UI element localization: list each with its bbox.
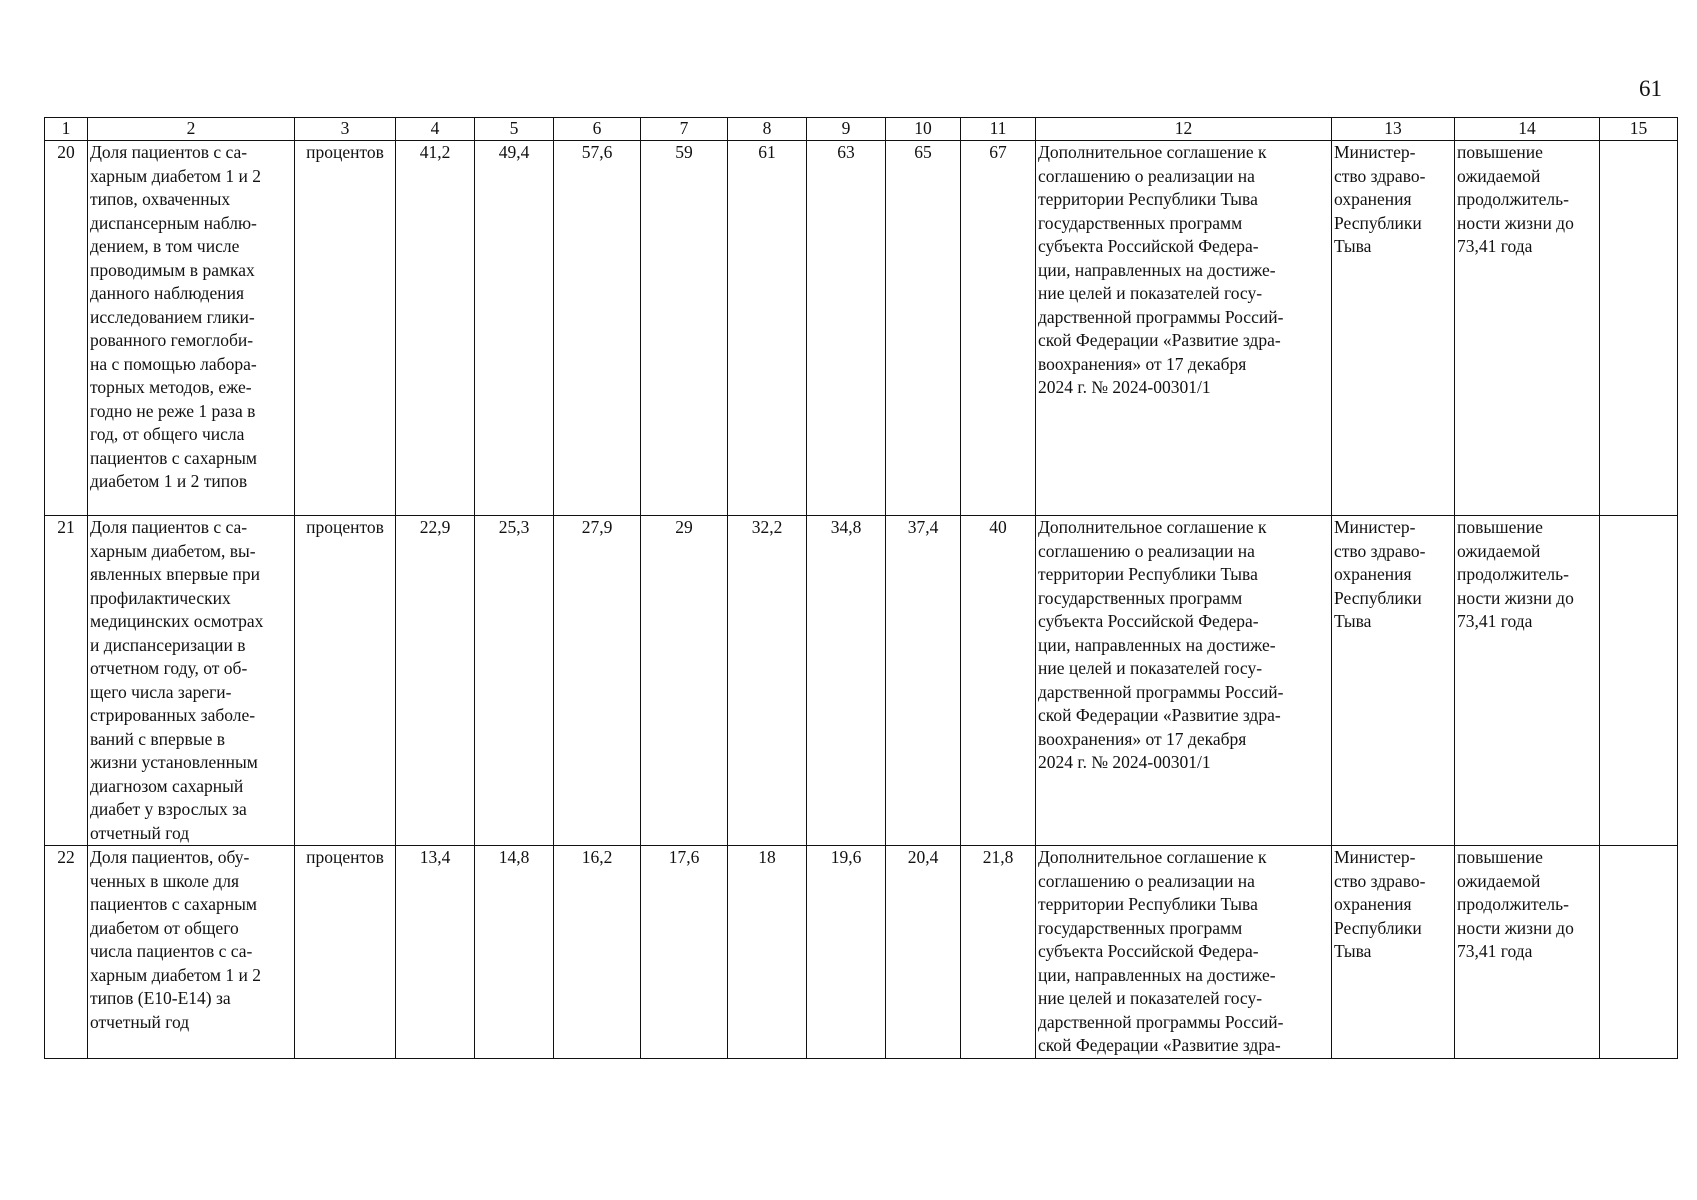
expected-effect: повышение ожидаемой продолжитель- ности жизни до 73,41 года (1455, 846, 1600, 1059)
basis-document: Дополнительное соглашение к соглашению о реализации на территории Республики Тыва государственных программ субъекта Российской Федера- ции, направленных на достиже- ние целей и показателей госу- дарственной программы Россий- ской Федерации «Развитие здра- воохранения» от 17 декабря 2024 г. № 2024-00301/1 (1036, 516, 1332, 846)
header-cell-5: 5 (475, 118, 554, 141)
header-cell-13: 13 (1332, 118, 1455, 141)
header-cell-2: 2 (88, 118, 295, 141)
row-number: 20 (45, 141, 88, 516)
value-col-11: 21,8 (961, 846, 1036, 1059)
value-col-8: 61 (728, 141, 807, 516)
row-number: 21 (45, 516, 88, 846)
page-number: 61 (1639, 76, 1662, 101)
value-col-9: 19,6 (807, 846, 886, 1059)
header-cell-15: 15 (1600, 118, 1678, 141)
basis-document: Дополнительное соглашение к соглашению о реализации на территории Республики Тыва государственных программ субъекта Российской Федера- ции, направленных на достиже- ние целей и показателей госу- дарственной программы Россий- ской Федерации «Развитие здра- (1036, 846, 1332, 1059)
table-row (45, 516, 1678, 846)
header-cell-1: 1 (45, 118, 88, 141)
header-cell-10: 10 (886, 118, 961, 141)
value-col-10: 37,4 (886, 516, 961, 846)
table-row (45, 141, 1678, 516)
indicator-name: Доля пациентов с са- харным диабетом 1 и 2 типов, охваченных диспансерным наблю- дением, в том числе проводимым в рамках данного наблюдения исследованием глики- рованного гемоглоби- на с помощью лабора- торных методов, еже- годно не реже 1 раза в год, от общего числа пациентов с сахарным диабетом 1 и 2 типов (88, 141, 295, 516)
value-col-10: 20,4 (886, 846, 961, 1059)
row-number: 22 (45, 846, 88, 1059)
header-cell-3: 3 (295, 118, 396, 141)
value-col-4: 13,4 (396, 846, 475, 1059)
unit-of-measure: процентов (295, 516, 396, 846)
empty-col-15 (1600, 516, 1678, 846)
value-col-7: 59 (641, 141, 728, 516)
value-col-7: 29 (641, 516, 728, 846)
responsible-body: Министер- ство здраво- охранения Республики Тыва (1332, 516, 1455, 846)
value-col-9: 63 (807, 141, 886, 516)
indicators-table (44, 117, 1678, 1059)
value-col-11: 40 (961, 516, 1036, 846)
value-col-5: 14,8 (475, 846, 554, 1059)
empty-col-15 (1600, 846, 1678, 1059)
indicator-name: Доля пациентов, обу- ченных в школе для пациентов с сахарным диабетом от общего числа пациентов с са- харным диабетом 1 и 2 типов (Е10-Е14) за отчетный год (88, 846, 295, 1059)
expected-effect: повышение ожидаемой продолжитель- ности жизни до 73,41 года (1455, 141, 1600, 516)
header-cell-12: 12 (1036, 118, 1332, 141)
value-col-5: 49,4 (475, 141, 554, 516)
header-cell-7: 7 (641, 118, 728, 141)
empty-col-15 (1600, 141, 1678, 516)
value-col-4: 41,2 (396, 141, 475, 516)
value-col-4: 22,9 (396, 516, 475, 846)
value-col-10: 65 (886, 141, 961, 516)
value-col-5: 25,3 (475, 516, 554, 846)
header-row (45, 118, 1678, 141)
value-col-8: 18 (728, 846, 807, 1059)
expected-effect: повышение ожидаемой продолжитель- ности жизни до 73,41 года (1455, 516, 1600, 846)
responsible-body: Министер- ство здраво- охранения Республики Тыва (1332, 846, 1455, 1059)
value-col-6: 27,9 (554, 516, 641, 846)
indicator-name: Доля пациентов с са- харным диабетом, вы- явленных впервые при профилактических медицинских осмотрах и диспансеризации в отчетном году, от об- щего числа зареги- стрированных заболе- ваний с впервые в жизни установленным диагнозом сахарный диабет у взрослых за отчетный год (88, 516, 295, 846)
header-cell-11: 11 (961, 118, 1036, 141)
value-col-6: 16,2 (554, 846, 641, 1059)
table-row (45, 846, 1678, 1059)
value-col-6: 57,6 (554, 141, 641, 516)
basis-document: Дополнительное соглашение к соглашению о реализации на территории Республики Тыва государственных программ субъекта Российской Федера- ции, направленных на достиже- ние целей и показателей госу- дарственной программы Россий- ской Федерации «Развитие здра- воохранения» от 17 декабря 2024 г. № 2024-00301/1 (1036, 141, 1332, 516)
header-cell-8: 8 (728, 118, 807, 141)
header-cell-14: 14 (1455, 118, 1600, 141)
responsible-body: Министер- ство здраво- охранения Республики Тыва (1332, 141, 1455, 516)
value-col-7: 17,6 (641, 846, 728, 1059)
header-cell-4: 4 (396, 118, 475, 141)
header-cell-9: 9 (807, 118, 886, 141)
unit-of-measure: процентов (295, 846, 396, 1059)
value-col-9: 34,8 (807, 516, 886, 846)
value-col-8: 32,2 (728, 516, 807, 846)
header-cell-6: 6 (554, 118, 641, 141)
value-col-11: 67 (961, 141, 1036, 516)
unit-of-measure: процентов (295, 141, 396, 516)
